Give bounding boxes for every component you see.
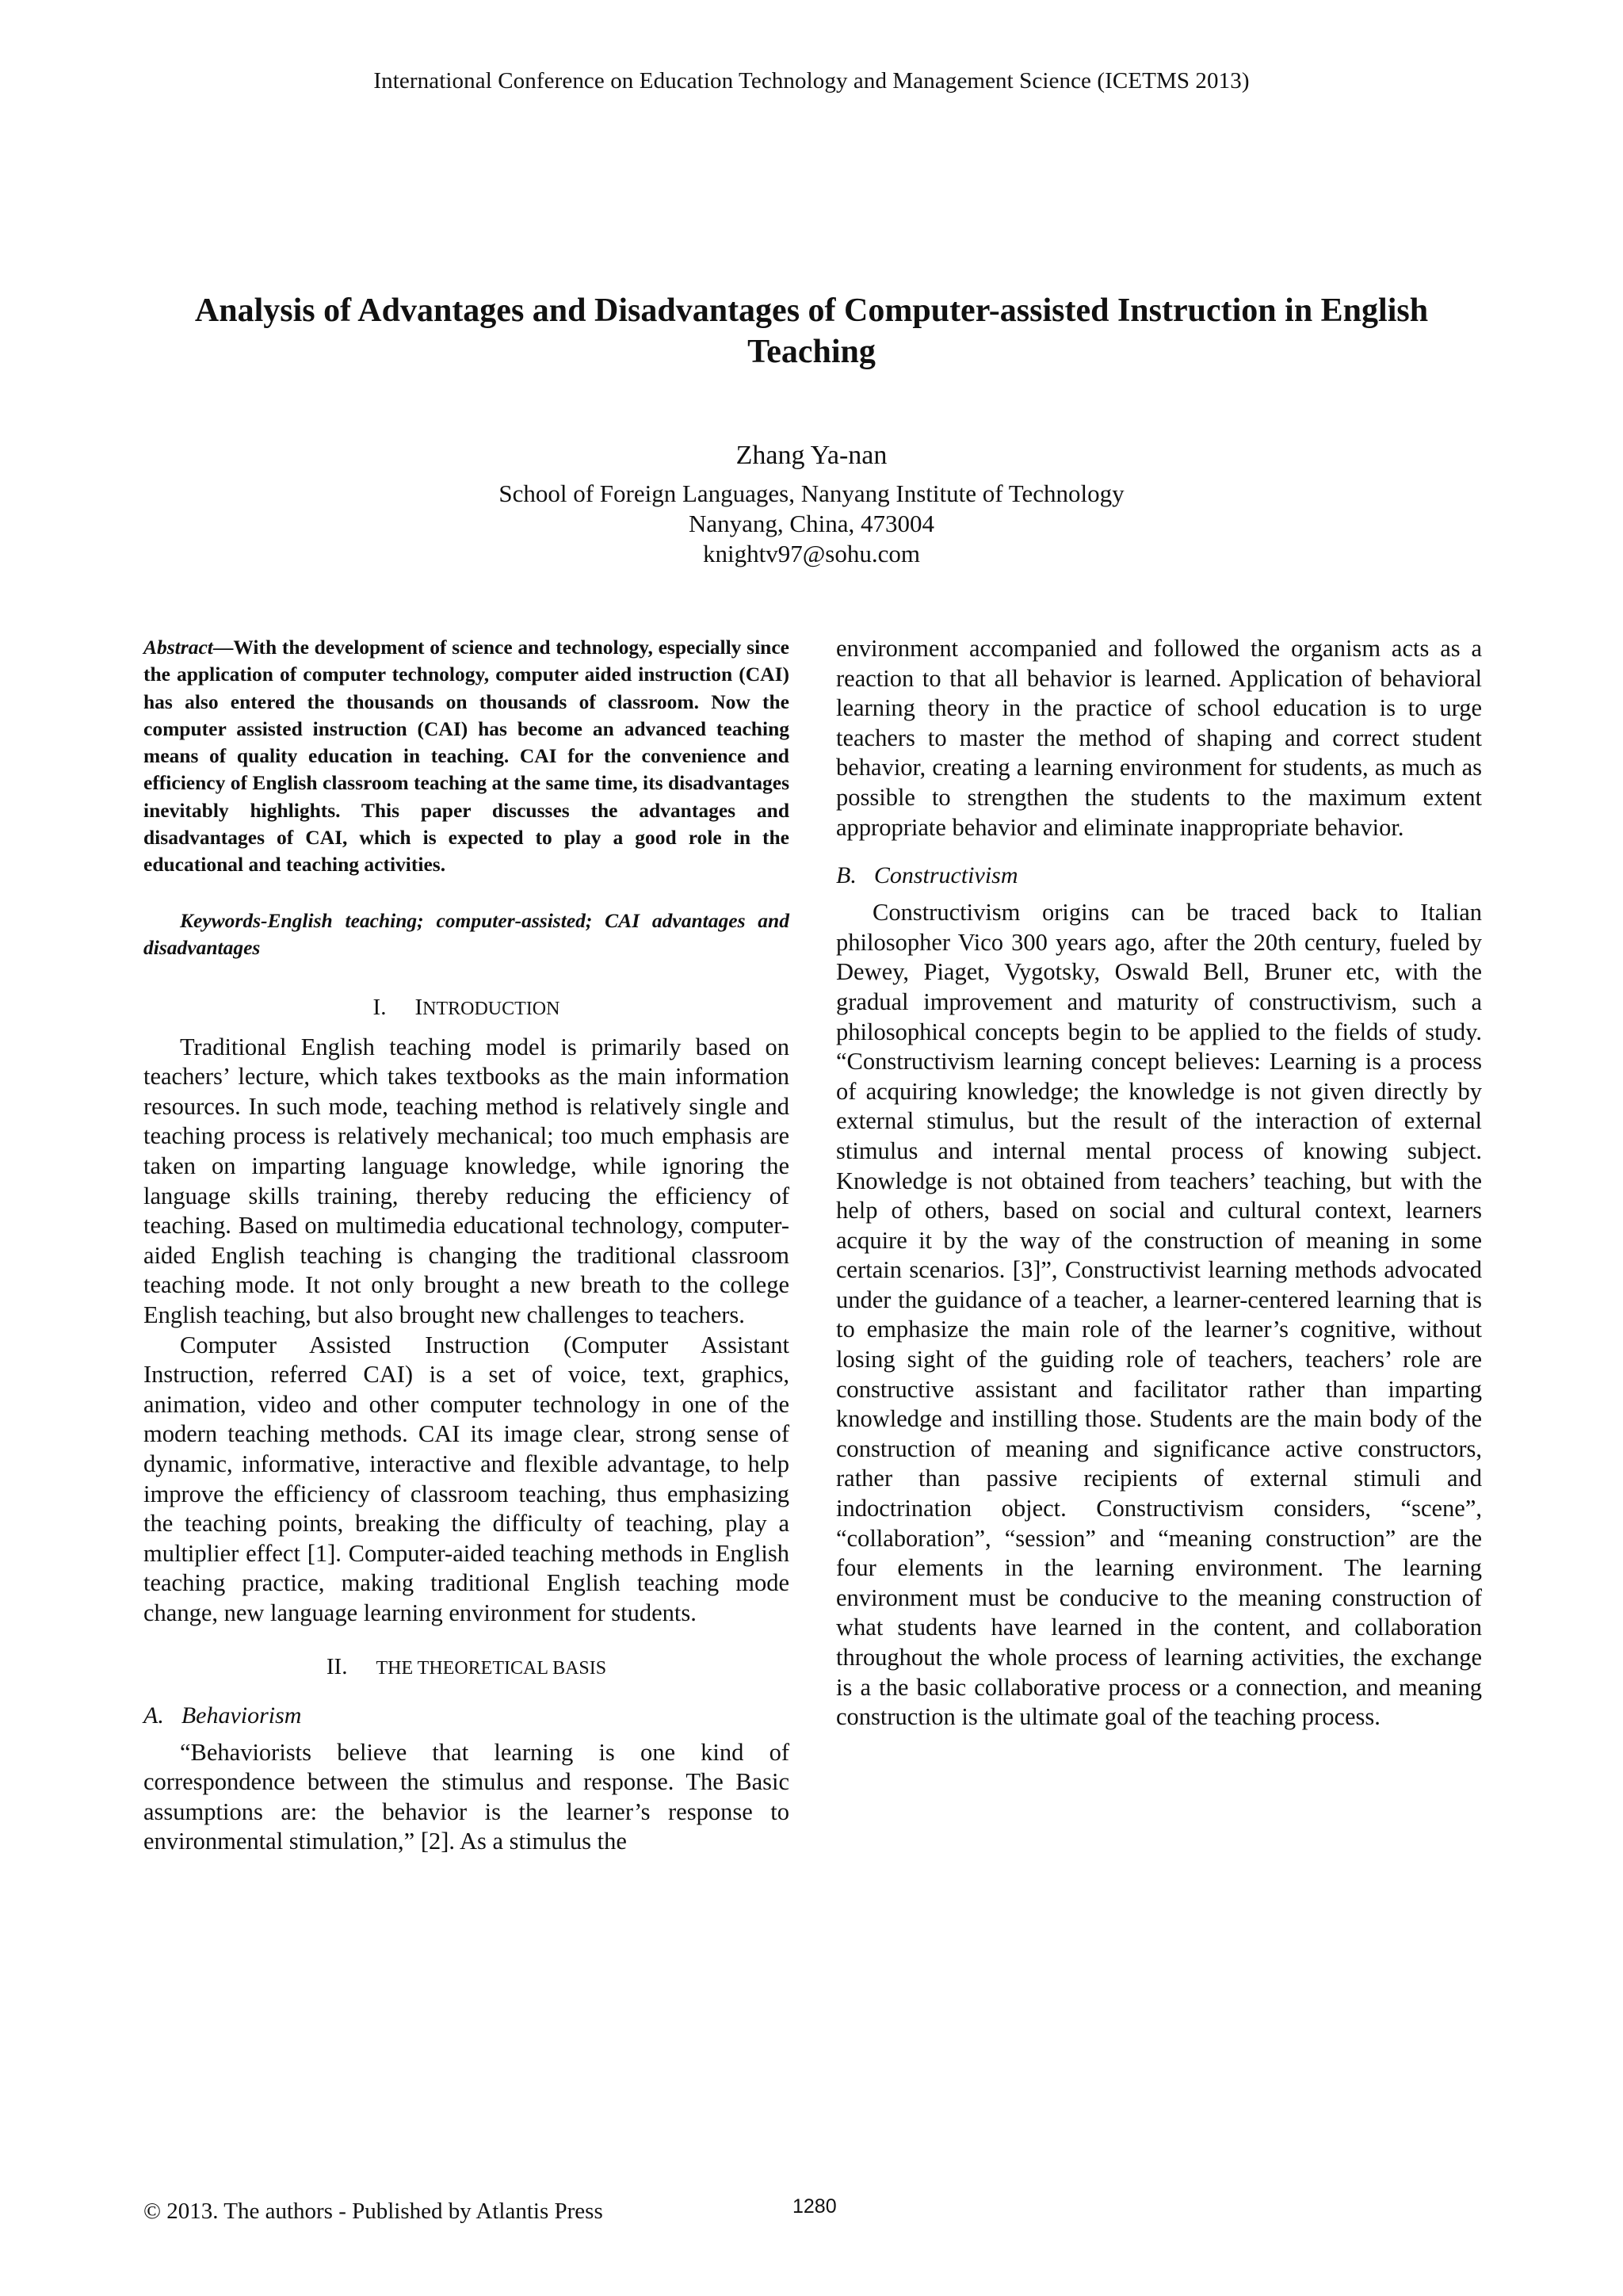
- author-affiliation: [0, 479, 1623, 569]
- subsection-letter: A.: [143, 1702, 164, 1729]
- left-column: [143, 634, 789, 1857]
- conference-header: International Conference on Education Technology and Management Science (ICETMS 2013): [373, 68, 1250, 94]
- section-number: II.: [326, 1653, 348, 1679]
- subsection-title: Constructivism: [873, 862, 1018, 889]
- section-title: THE THEORETICAL BASIS: [376, 1657, 607, 1679]
- paper-title: Analysis of Advantages and Disadvantages of Computer-assisted Instruction in English Teaching: [194, 292, 1429, 370]
- abstract: [143, 634, 789, 879]
- section-heading-theoretical-basis: [143, 1652, 789, 1683]
- affiliation-institution: School of Foreign Languages, Nanyang Institute of Technology: [498, 479, 1125, 507]
- section-title-rest: NTRODUCTION: [422, 998, 560, 1019]
- intro-paragraph-1: Traditional English teaching model is primarily based on teachers’ lecture, which takes textbooks as the main information resources. In such mode, teaching method is relatively single and teaching process is relatively mechanical; too much emphasis are taken on imparting language knowledge, while ignoring the language skills training, thereby reducing the efficiency of teaching. Based on multimedia educational technology, computer-aided English teaching is changing the traditional classroom teaching mode. It not only brought a new breath to the college English teaching, but also brought new challenges to teachers.: [143, 1033, 789, 1329]
- section-heading-introduction: [143, 993, 789, 1023]
- section-number: I.: [372, 994, 387, 1020]
- author-name: Zhang Ya-nan: [735, 441, 888, 470]
- keywords: Keywords-English teaching; computer-assisted; CAI advantages and disadvantages: [143, 908, 789, 959]
- section-title-initial: I: [414, 994, 423, 1020]
- abstract-dash: —: [212, 636, 234, 659]
- subsection-title: Behaviorism: [181, 1702, 302, 1729]
- right-column: [836, 634, 1482, 1733]
- author-email: knightv97@sohu.com: [703, 540, 920, 567]
- subsection-heading-behaviorism: [143, 1702, 789, 1730]
- page-number: 1280: [792, 2195, 837, 2218]
- affiliation-location: Nanyang, China, 473004: [689, 510, 934, 537]
- abstract-label: Abstract: [143, 636, 213, 659]
- subsection-heading-constructivism: [836, 861, 1482, 890]
- behaviorism-paragraph-part-1: “Behaviorists believe that learning is one kind of correspondence between the stimulus and response. The Basic assumptions are: the behavior is the learner’s response to environmental stimulation,” [2]. As a stimulus the: [143, 1738, 789, 1855]
- subsection-letter: B.: [836, 862, 857, 889]
- copyright-footer: © 2013. The authors - Published by Atlantis Press: [143, 2199, 603, 2224]
- behaviorism-paragraph-part-2: environment accompanied and followed the organism acts as a reaction to that all behavior is learned. Application of behavioral learning theory in the practice of school education is to urge teachers to master the method of shaping and correct student behavior, creating a learning environment for students, as much as possible to strengthen the students to the maximum extent appropriate behavior and eliminate inappropriate behavior.: [836, 635, 1482, 841]
- constructivism-paragraph: Constructivism origins can be traced back to Italian philosopher Vico 300 years ago, after the 20th century, fueled by Dewey, Piaget, Vygotsky, Oswald Bell, Bruner etc, with the gradual improvement and maturity of constructivism, such a philosophical concepts begin to be applied to the fields of study. “Constructivism learning concept believes: Learning is a process of acquiring knowledge; the knowledge is not given directly by external stimulus, but the result of the interaction of external stimulus and internal mental process of knowing subject. Knowledge is not obtained from teachers’ teaching, but with the help of others, based on social and cultural context, learners acquire it by the way of the construction of meaning in some certain scenarios. [3]”, Constructivist learning methods advocated under the guidance of a teacher, a learner-centered learning that is to emphasize the main role of the learner’s cognitive, without losing sight of the guiding role of teachers, teachers’ role are constructive assistant and facilitator rather than imparting knowledge and instilling those. Students are the main body of the construction of meaning and significance active constructors, rather than passive recipients of external stimuli and indoctrination object. Constructivism considers, “scene”, “collaboration”, “session” and “meaning construction” are the four elements in the learning environment. The learning environment must be conducive to the meaning construction of what students have learned in the content, and collaboration throughout the whole process of learning activities, the exchange is a the basic collaborative process or a connection, and meaning construction is the ultimate goal of the teaching process.: [836, 899, 1482, 1731]
- abstract-text: With the development of science and technology, especially since the application of computer technology, computer aided instruction (CAI) has also entered the thousands on thousands of classroom. Now the computer assisted instruction (CAI) has become an advanced teaching means of quality education in teaching. CAI for the convenience and efficiency of English classroom teaching at the same time, its disadvantages inevitably highlights. This paper discusses the advantages and disadvantages of CAI, which is expected to play a good role in the educational and teaching activities.: [143, 636, 789, 877]
- intro-paragraph-2: Computer Assisted Instruction (Computer Assistant Instruction, referred CAI) is a set of voice, text, graphics, animation, video and other computer technology in one of the modern teaching methods. CAI its image clear, strong sense of dynamic, informative, interactive and flexible advantage, to help improve the efficiency of classroom teaching, thus emphasizing the teaching points, breaking the difficulty of teaching, play a multiplier effect [1]. Computer-aided teaching methods in English teaching practice, making traditional English teaching mode change, new language learning environment for students.: [143, 1331, 789, 1626]
